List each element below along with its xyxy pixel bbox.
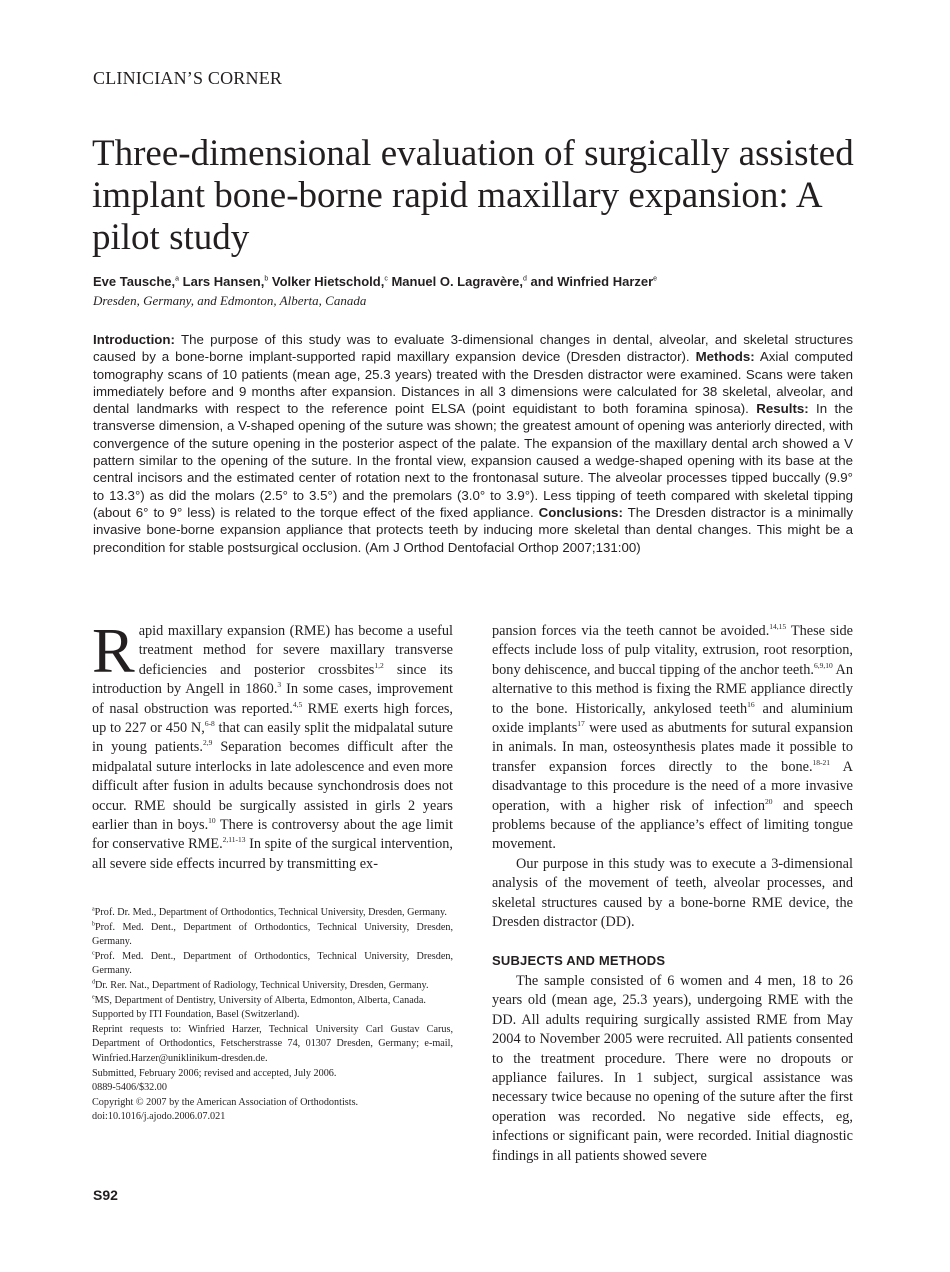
author-affiliation-mark: a xyxy=(175,275,180,283)
citation-ref: 10 xyxy=(208,816,216,826)
affiliation-note xyxy=(92,994,453,1009)
affiliation-note xyxy=(92,979,453,994)
author-affiliation-mark: e xyxy=(653,275,658,283)
abstract-intro-text: The purpose of this study was to evaluate 3-dimensional changes in dental, alveolar, and skeletal structures caused by a bone-borne implant-supported rapid maxillary expansion device (Dresden distractor). xyxy=(93,332,853,365)
affiliation-text: Dr. Rer. Nat., Department of Radiology, Technical University, Dresden, Germany. xyxy=(95,979,429,991)
affiliation-mark: d xyxy=(92,979,95,986)
author-location: Dresden, Germany, and Edmonton, Alberta, Canada xyxy=(93,293,367,308)
citation-ref: 2,11-13 xyxy=(222,835,246,845)
author-name: Lars Hansen, xyxy=(182,274,265,289)
doi-line: doi:10.1016/j.ajodo.2006.07.021 xyxy=(92,1111,226,1123)
body-text: There is controversy about the age limit for conservative RME. xyxy=(92,817,453,853)
copyright-line: Copyright © 2007 by the American Association of Orthodontists. xyxy=(92,1096,359,1108)
citation-ref: 6-8 xyxy=(204,719,215,729)
body-text: pansion forces via the teeth cannot be avoided. xyxy=(492,623,770,639)
body-text: In spite of the surgical intervention, all severe side effects incurred by transmitting ex- xyxy=(92,836,453,872)
body-text: and aluminium oxide implants xyxy=(492,700,853,737)
affiliation-text: Prof. Med. Dent., Department of Orthodontics, Technical University, Dresden, Germany. xyxy=(92,921,453,948)
affiliation-note xyxy=(92,906,453,921)
article-code: 0889-5406/$32.00 xyxy=(92,1082,167,1094)
body-text: since its introduction by Angell in 1860. xyxy=(92,661,453,698)
affiliation-text: Prof. Dr. Med., Department of Orthodontics, Technical University, Dresden, Germany. xyxy=(94,907,447,918)
body-text: were used as abutments for sutural expansion in animals. In man, osteosynthesis plates made it possible to transfer expansion forces directly to the bone. xyxy=(492,720,853,775)
article-title: Three-dimensional evaluation of surgically assisted implant bone-borne rapid maxillary expansion: A pilot study xyxy=(92,133,854,258)
citation-ref: 3 xyxy=(277,680,282,690)
funding-note: Supported by ITI Foundation, Basel (Switzerland). xyxy=(92,1009,300,1021)
section-heading: SUBJECTS AND METHODS xyxy=(492,952,666,968)
body-column-left xyxy=(92,615,453,874)
affiliation-text: MS, Department of Dentistry, University of Alberta, Edmonton, Alberta, Canada. xyxy=(94,994,426,1006)
affiliation-mark: e xyxy=(92,994,95,1001)
body-text: RME exerts high forces, up to 227 or 450 N, xyxy=(92,700,453,737)
affiliation-note xyxy=(92,921,453,950)
citation-ref: 1,2 xyxy=(374,661,384,671)
author-affiliation-mark: d xyxy=(522,275,527,283)
citation-ref: 2,9 xyxy=(202,738,213,748)
affiliation-mark: b xyxy=(92,921,95,928)
author-affiliation-mark: b xyxy=(264,275,269,283)
submission-dates: Submitted, February 2006; revised and accepted, July 2006. xyxy=(92,1067,337,1079)
citation-ref: 20 xyxy=(764,796,773,806)
body-text: apid maxillary expansion (RME) has become a useful treatment method for severe maxillary transverse deficiencies and posterior crossbites xyxy=(138,623,453,678)
abstract-conclusions-text: The Dresden distractor is a minimally invasive bone-borne expansion appliance that protects teeth by inducing more skeletal than dental changes. This might be a precondition for stable postsurgical occlusion. (Am J Orthod Dentofacial Orthop 2007;131:00) xyxy=(93,504,853,555)
body-text: Separation becomes difficult after the midpalatal suture interlocks in late adolescence and even more difficult after fusion in adults because synchondrosis does not occur. RME should be surgically assisted in girls 2 years earlier than in boys. xyxy=(92,739,453,834)
reprint-request: Reprint requests to: Winfried Harzer, Technical University Carl Gustav Carus, Department of Orthodontics, Fetscherstrasse 74, 01307 Dresden, Germany; e-mail, Winfried.Harzer@uniklinikum-dresden.de. xyxy=(92,1023,453,1064)
affiliation-text: Prof. Med. Dent., Department of Orthodontics, Technical University, Dresden, Germany. xyxy=(92,950,453,977)
author-affiliation-mark: c xyxy=(384,275,388,283)
citation-ref: 16 xyxy=(747,699,755,709)
abstract-results-text: In the transverse dimension, a V-shaped opening of the suture was shown; the greatest amount of opening was anteriorly directed, with convergence of the suture opening in the posterior aspect of the palate. The expansion of the maxillary dental arch showed a V pattern similar to the opening of the suture. In the frontal view, expansion caused a wedge-shaped opening with its base at the central incisors and the estimated center of rotation next to the frontonasal suture. The alveolar processes tipped buccally (9.9° to 13.3°) as did the molars (2.5° to 3.5°) and the premolars (3.0° to 3.9°). Less tipping of teeth compared with skeletal tipping (about 6° to 9° less) is related to the torque effect of the fixed appliance. xyxy=(93,401,853,520)
purpose-paragraph: Our purpose in this study was to execute a 3-dimensional analysis of the movement of teeth, alveolar processes, and skeletal structures caused by a bone-borne RME device, the Dresden distractor (DD). xyxy=(492,855,853,931)
affiliation-note xyxy=(92,950,453,979)
author-name: Volker Hietschold, xyxy=(271,274,385,289)
citation-ref: 18-21 xyxy=(812,758,831,768)
citation-ref: 6,9,10 xyxy=(813,661,833,671)
abstract-conclusions-label: Conclusions: xyxy=(538,504,623,520)
page-number: S92 xyxy=(93,1187,118,1203)
abstract-intro-label: Introduction: xyxy=(93,332,175,347)
body-text: and speech problems because of the appliance’s effect of limiting tongue movement. xyxy=(492,797,853,853)
affiliation-list xyxy=(92,906,453,1008)
author-name: and Winfried Harzer xyxy=(530,274,654,289)
author-list xyxy=(93,274,873,289)
body-text: that can easily split the midpalatal suture in young patients. xyxy=(92,720,453,756)
drop-cap: R xyxy=(92,615,135,686)
abstract-results-label: Results: xyxy=(756,401,809,417)
intro-paragraph xyxy=(92,615,453,874)
citation-ref: 4,5 xyxy=(292,699,303,709)
author-name: Eve Tausche, xyxy=(93,274,176,289)
citation-ref: 14,15 xyxy=(769,622,787,632)
affiliation-mark: a xyxy=(92,906,95,913)
body-column-right xyxy=(492,622,853,1166)
body-text: An alternative to this method is fixing the RME appliance directly to the bone. Historically, ankylosed teeth xyxy=(492,661,853,717)
body-text: In some cases, improvement of nasal obstruction was reported. xyxy=(92,681,453,717)
body-text: A disadvantage to this procedure is the need of a more invasive operation, with a higher risk of infection xyxy=(492,758,853,814)
section-label: CLINICIAN’S CORNER xyxy=(93,68,283,88)
citation-ref: 17 xyxy=(577,719,585,729)
body-paragraph xyxy=(492,622,853,855)
author-name: Manuel O. Lagravère, xyxy=(391,274,523,289)
abstract-methods-label: Methods: xyxy=(695,349,755,365)
body-text: These side effects include loss of pulp vitality, extrusion, root resorption, bony dehiscence, and buccal tipping of the anchor teeth. xyxy=(492,623,853,678)
footnotes xyxy=(92,906,453,1125)
abstract xyxy=(93,331,853,556)
intro-paragraph-text xyxy=(92,615,453,872)
abstract-methods-text: Axial computed tomography scans of 10 patients (mean age, 25.3 years) treated with the Dresden distractor were examined. Scans were taken immediately before and 9 months after expansion. Distances in all 3 dimensions were calculated for 38 skeletal, alveolar, and dental landmarks with respect to the reference point ELSA (point equidistant to both foramina spinosa). xyxy=(93,349,853,417)
affiliation-mark: c xyxy=(92,950,95,957)
methods-paragraph: The sample consisted of 6 women and 4 men, 18 to 26 years old (mean age, 25.3 years), undergoing RME with the DD. All adults requiring surgically assisted RME from May 2004 to November 2005 were recruited. All patients consented to the treatment procedure. There were no dropouts or appliance failures. In 1 subject, surgical assistance was necessary twice because no opening of the suture after the first operation was recorded. No negative side effects, eg, infections or significant pain, were recorded. Initial diagnostic findings in all patients showed severe xyxy=(492,972,853,1164)
